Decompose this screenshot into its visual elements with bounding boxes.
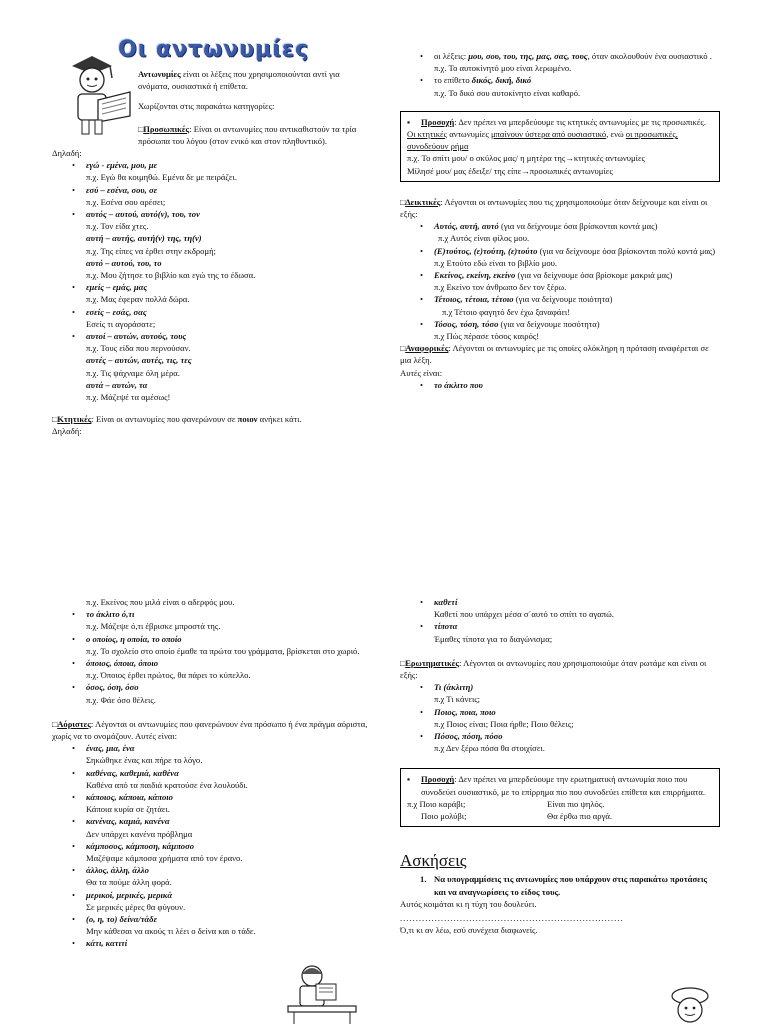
list-item: • εσύ – εσένα, σου, σε π.χ. Εσένα σου αρέσει; bbox=[52, 184, 370, 208]
note-line2: Οι κτητικές αντωνυμίες μπαίνουν ύστερα από ουσιαστικό, ενώ οι προσωπικές, συνοδεύουν ρήμα bbox=[407, 129, 678, 152]
list-item: • εμείς – εμάς, μας π.χ. Μας έφεραν πολλά δώρα. bbox=[52, 281, 370, 305]
personal-thus: Δηλαδή: bbox=[52, 148, 82, 159]
list-item: • άλλος, άλλη, άλλο Θα τα πούμε άλλη φορά. bbox=[52, 864, 370, 888]
exercise-sentence-2: Ό,τι κι αν λέω, εσύ συνέχεια διαφωνείς. bbox=[400, 925, 538, 936]
indefinite-list-cont bbox=[400, 596, 720, 645]
list-item: • Πόσος, πόση, πόσο π.χ Δεν ξέρω πόσα θα στοιχίσει. bbox=[400, 730, 720, 754]
possessive-heading: □Κτητικές: Είναι οι αντωνυμίες που φανερώνουν σε ποιον ανήκει κάτι. bbox=[52, 414, 302, 425]
list-item: • Εκείνος, εκείνη, εκείνο (για να δείχνουμε όσα βρίσκομε μακριά μας) π.χ Εκείνο τον άνθρωπο δεν τον ξέρω. bbox=[400, 269, 720, 293]
list-item: • Τόσος, τόση, τόσο (για να δείχνουμε ποσότητα) π.χ Πώς πέρασε τόσος καιρός! bbox=[400, 318, 720, 342]
list-item: • ο οποίος, η οποία, το οποίο π.χ. Το σχολείο στο οποίο έμαθε τα πρώτα του γράμματα, βρίσκεται στο χωριό. bbox=[52, 633, 370, 657]
relative-cont-example: π.χ. Εκείνος που μιλά είναι ο αδερφός μου. bbox=[86, 597, 235, 607]
personal-list bbox=[52, 159, 370, 403]
exercise-task: 1. Να υπογραμμίσεις τις αντωνυμίες που υπάρχουν στις παρακάτω προτάσεις και να αναγνωρίσεις το είδος τους. bbox=[420, 874, 708, 897]
personal-heading: □Προσωπικές: Είναι οι αντωνυμίες που αντικαθιστούν τα τρία πρόσωπα του λόγου (στον ενικό και στον πληθυντικό). bbox=[138, 123, 357, 146]
interrogative-list bbox=[400, 681, 720, 754]
note-text: ▪ Προσοχή: Δεν πρέπει να μπερδεύουμε την ερωτηματική αντωνυμία ποιο που συνοδεύει ουσιαστικό, με το επίρρημα πιο που συνοδεύει επίθετα και επιρρήματα. bbox=[387, 773, 713, 797]
relative-list-start bbox=[400, 379, 720, 391]
list-item: • κάτι, κατιτί bbox=[52, 937, 370, 949]
exercises-heading: Ασκήσεις bbox=[400, 851, 467, 871]
list-item: • (Ε)τούτος, (ε)τούτη, (ε)τούτο (για να δείχνουμε όσα βρίσκονται πολύ κοντά μας) π.χ Ετούτο εδώ είναι το βιβλίο μου. bbox=[400, 245, 720, 269]
note-row: π.χ Ποιο καράβι; Είναι πιο ψηλός. bbox=[407, 798, 605, 809]
list-item: • μερικοί, μερικές, μερικά Σε μερικές μέρες θα φύγουν. bbox=[52, 889, 370, 913]
right-column-top bbox=[400, 50, 720, 391]
list-item: • καθένας, καθεμιά, καθένα Καθένα από τα παιδιά κρατούσε ένα λουλούδι. bbox=[52, 767, 370, 791]
list-item: • Ποιος, ποια, ποιο π.χ Ποιος είναι; Ποια ήρθε; Ποιο θέλεις; bbox=[400, 706, 720, 730]
left-column-top bbox=[52, 68, 370, 438]
indefinite-list bbox=[52, 742, 370, 949]
demonstrative-list bbox=[400, 220, 720, 342]
list-item: • Τέτοιος, τέτοια, τέτοιο (για να δείχνουμε ποιότητα) π.χ Τέτοιο φαγητό δεν έχω ξαναφάει! bbox=[400, 293, 720, 317]
mascot-icon bbox=[664, 984, 716, 1024]
right-column-bottom bbox=[400, 596, 720, 936]
note-line3: π.χ. Το σπίτι μου/ ο σκύλος μας/ η μητέρα της→κτητικές αντωνυμίες bbox=[407, 153, 645, 164]
possessive-thus: Δηλαδή: bbox=[52, 426, 82, 437]
list-item: • (ο, η, το) δείνα/τάδε Μην κάθεσαι να ακούς τι λέει ο δείνα και ο τάδε. bbox=[52, 913, 286, 937]
list-item: • κανένας, καμιά, κανένα Δεν υπάρχει κανένα πρόβλημα bbox=[52, 815, 370, 839]
list-item: • τίποτα Έμαθες τίποτα για το διαγώνισμα; bbox=[400, 620, 720, 644]
note-line4: Μίλησέ μου/ μας έδειξε/ της είπε→προσωπικές αντωνυμίες bbox=[407, 165, 613, 176]
list-item: • καθετί Καθετί που υπάρχει μέσα σ΄αυτό το σπίτι το αγαπώ. bbox=[400, 596, 720, 620]
list-item: • αυτός – αυτού, αυτό(ν), του, τον π.χ. Τον είδα χτες. αυτή – αυτής, αυτή(ν) της, τη(ν) π.χ. Της είπες να έρθει στην εκδρομή; αυτό – αυτού, του, το π.χ. Μου ζήτησε το βιβλίο και εγώ της το έδωσα. bbox=[52, 208, 370, 281]
list-item: • Τι (άκλιτη) π.χ Τι κάνεις; bbox=[400, 681, 720, 705]
relative-heading: □Αναφορικές: Λέγονται οι αντωνυμίες με τις οποίες ολόκληρη η πρόταση αναφέρεται σε μια λέξη. bbox=[400, 343, 709, 366]
list-item: • κάμποσος, κάμποση, κάμποσο Μαζέψαμε κάμποσα χρήματα από τον έρανο. bbox=[52, 840, 370, 864]
page-title: Οι αντωνυμίες bbox=[118, 37, 310, 62]
relative-list bbox=[52, 608, 370, 706]
list-item: • όσος, όση, όσο π.χ. Φάε όσο θέλεις. bbox=[52, 681, 370, 705]
demonstrative-heading: □Δεικτικές: Λέγονται οι αντωνυμίες που τις χρησιμοποιούμε όταν δείχνουμε και είναι οι εξής: bbox=[400, 196, 708, 220]
list-item: • ένας, μια, ένα Σηκώθηκε ένας και πήρε το λόγο. bbox=[52, 742, 370, 766]
indefinite-heading: □Αόριστες: Λέγονται οι αντωνυμίες που φανερώνουν ένα πρόσωπο ή ένα πράγμα αόριστα, χωρίς να το ονομάζουν. Αυτές είναι: bbox=[52, 718, 368, 742]
relative-are: Αυτές είναι: bbox=[400, 367, 443, 378]
interrogative-heading: □Ερωτηματικές: Λέγονται οι αντωνυμίες που χρησιμοποιούμε όταν ρωτάμε και είναι οι εξής: bbox=[400, 657, 707, 681]
list-item: • κάποιος, κάποια, κάποιο Κάποια κυρία σε ζητάει. bbox=[52, 791, 370, 815]
list-item: • εγώ - εμένα, μου, με π.χ. Εγώ θα κοιμηθώ. Εμένα δε με πειράζει. bbox=[52, 159, 370, 183]
list-item: • το επίθετο δικός, δική, δικό π.χ. Το δικό σου αυτοκίνητο είναι καθαρό. bbox=[400, 74, 720, 98]
exercise-sentence-1: Αυτός κοιμάται κι η τύχη του δουλεύει. bbox=[400, 898, 537, 909]
list-item: • το άκλιτο ό,τι π.χ. Μάζεψε ό,τι έβρισκε μπροστά της. bbox=[52, 608, 370, 632]
list-item: • Αυτός, αυτή, αυτό (για να δείχνουμε όσα βρίσκονται κοντά μας) π.χ Αυτός είναι φίλος μου. bbox=[400, 220, 720, 244]
possessive-list bbox=[400, 50, 720, 99]
note-row: Ποιο μολύβι; Θα έρθω πιο αργά. bbox=[421, 811, 613, 822]
intro-categories: Χωρίζονται στις παρακάτω κατηγορίες: bbox=[138, 101, 275, 112]
answer-line: ....................................................................... bbox=[400, 912, 624, 923]
list-item: • όποιος, όποια, όποιο π.χ. Όποιος έρθει πρώτος, θα πάρει το κύπελλο. bbox=[52, 657, 370, 681]
list-item: • οι λέξεις: μου, σου, του, της, μας, σας, τους, όταν ακολουθούν ένα ουσιαστικό . π.χ. Το αυτοκίνητό μου είναι λερωμένο. bbox=[400, 50, 720, 74]
interrogative-note-box bbox=[400, 768, 720, 827]
list-item: • εσείς – εσάς, σας Εσείς τι αγοράσατε; bbox=[52, 306, 370, 330]
intro-definition: Αντωνυμίες είναι οι λέξεις που χρησιμοποιούνται αντί για ονόματα, ουσιαστικά ή επίθετα. bbox=[138, 69, 340, 92]
list-item: • το άκλιτο που bbox=[400, 379, 720, 391]
child-at-desk-icon bbox=[284, 962, 360, 1024]
note-text: ▪ Προσοχή: Δεν πρέπει να μπερδεύουμε τις κτητικές αντωνυμίες με τις προσωπικές. bbox=[387, 116, 713, 128]
possessive-note-box bbox=[400, 111, 720, 182]
left-column-bottom bbox=[52, 596, 370, 950]
list-item: • αυτοί – αυτών, αυτούς, τους π.χ. Τους είδα που περνούσαν. αυτές – αυτών, αυτές, τις, τες π.χ. Τις ψάχναμε όλη μέρα. αυτά – αυτών, τα π.χ. Μάζεψέ τα αμέσως! bbox=[52, 330, 370, 403]
